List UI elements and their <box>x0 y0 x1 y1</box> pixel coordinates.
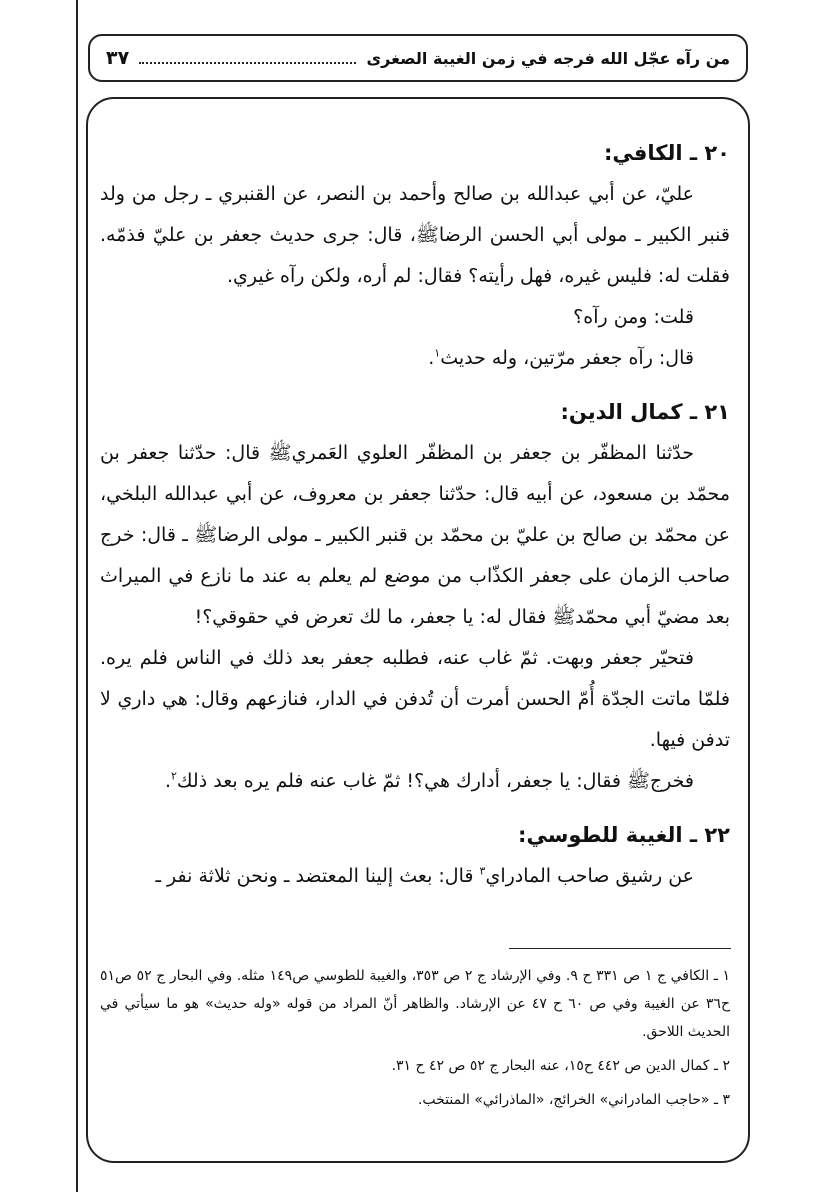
paragraph: قلت: ومن رآه؟ <box>573 306 694 328</box>
paragraph: قال: رآه جعفر مرّتين، وله حديث$^١$. <box>428 346 694 369</box>
footnote-ref: ٢ <box>171 769 177 783</box>
header-leader-dots <box>139 52 356 64</box>
running-header-title: من رآه عجّل الله فرجه في زمن الغيبة الصغرى <box>366 48 730 68</box>
paragraph-text: فخرجﷺ فقال: يا جعفر، أدارك هي؟! ثمّ غاب عنه فلم يره بعد ذلك <box>176 770 694 792</box>
footnote-3: ٣ ـ «حاجب المادراني» الخرائج، «الماذرائي» المنتخب. <box>417 1092 730 1108</box>
page-edge-rule <box>76 0 78 1192</box>
section-kamal-al-din <box>100 395 730 802</box>
main-text <box>100 136 730 913</box>
paragraph-text: قال: رآه جعفر مرّتين، وله حديث <box>440 347 694 369</box>
paragraph-text: عن رشيق صاحب المادراي <box>485 865 694 887</box>
footnote-2: ٢ ـ كمال الدين ص ٤٤٢ ح١٥، عنه البحار ج ٥٢ ص ٤٢ ح ٣١. <box>391 1058 730 1074</box>
section-ghayba-tusi <box>100 818 730 897</box>
section-heading: ٢١ ـ كمال الدين: <box>560 400 730 424</box>
paragraph: فخرجﷺ فقال: يا جعفر، أدارك هي؟! ثمّ غاب عنه فلم يره بعد ذلك$^٢$. <box>164 769 694 792</box>
running-header <box>88 34 748 82</box>
paragraph-text: قال: بعث إلينا المعتضد ـ ونحن ثلاثة نفر ـ <box>155 865 474 887</box>
section-kafi <box>100 136 730 379</box>
paragraph <box>100 856 730 897</box>
paragraph: حدّثنا المظفّر بن جعفر بن المظفّر العلوي العَمريﷺ قال: حدّثنا جعفر بن محمّد بن مسعود، عن أبيه قال: حدّثنا جعفر بن معروف، عن أبي عبدالله البلخي، عن محمّد بن صالح بن عليّ بن محمّد بن قنبر الكبير ـ مولى الرضاﷺ ـ قال: خرج صاحب الزمان على جعفر الكذّاب من موضع لم يعلم به عند ما نازع في الميراث بعد مضيّ أبي محمّدﷺ فقال له: يا جعفر، ما لك تعرض في حقوقي؟! <box>100 442 730 628</box>
footnote-ref: ١ <box>434 346 441 360</box>
section-heading: ٢٠ ـ الكافي: <box>603 141 730 165</box>
footnotes <box>100 962 730 1120</box>
paragraph: فتحيّر جعفر وبهت. ثمّ غاب عنه، فطلبه جعفر بعد ذلك في الناس فلم يره. فلمّا ماتت الجدّة أُمّ الحسن أمرت أن تُدفن في الدار، فنازعهم وقال: هي داري لا تدفن فيها. <box>100 647 730 751</box>
footnote-divider <box>509 948 731 949</box>
page-number: ٣٧ <box>106 47 130 69</box>
footnote-1: ١ ـ الكافي ج ١ ص ٣٣١ ح ٩. وفي الإرشاد ج ٢ ص ٣٥٣، والغيبة للطوسي ص١٤٩ مثله. وفي البحار ج ٥٢ ص٥١ ح٣٦ عن الغيبة وفي ص ٦٠ ح ٤٧ عن الإرشاد. والظاهر أنّ المراد من قوله «وله حديث» هو ما سيأتي في الحديث اللاحق. <box>100 968 731 1040</box>
section-heading: ٢٢ ـ الغيبة للطوسي: <box>518 823 730 847</box>
paragraph: عليّ، عن أبي عبدالله بن صالح وأحمد بن النصر، عن القنبري ـ رجل من ولد قنبر الكبير ـ مولى أبي الحسن الرضاﷺ، قال: جرى حديث جعفر بن عليّ فذمّه. فقلت له: فليس غيره، فهل رأيته؟ فقال: لم أره، ولكن رآه غيري. <box>100 183 730 287</box>
footnote-ref: ٣ <box>479 864 486 878</box>
